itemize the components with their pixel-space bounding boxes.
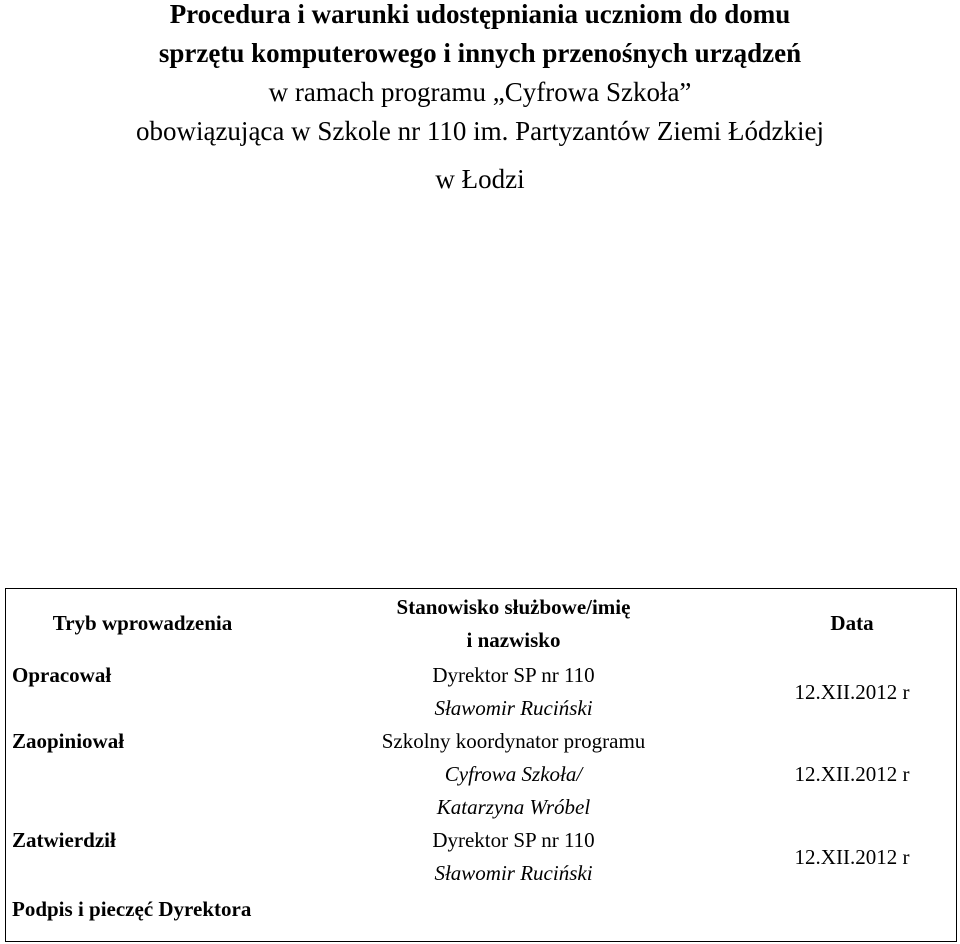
table-row bbox=[5, 659, 957, 725]
row-mode-label: Zaopiniował bbox=[12, 729, 125, 753]
row-person-name: Sławomir Ruciński bbox=[434, 696, 593, 720]
row-program-name: Cyfrowa Szkoła/ bbox=[444, 762, 583, 786]
table-border-left bbox=[5, 588, 6, 942]
table-row bbox=[5, 725, 957, 824]
title-line-5: w Łodzi bbox=[435, 164, 525, 194]
table-border-bottom bbox=[5, 941, 957, 942]
table-row bbox=[5, 824, 957, 890]
approval-table-header bbox=[5, 588, 957, 659]
document-title bbox=[0, 0, 960, 199]
table-border-top bbox=[5, 588, 957, 589]
header-position-line-2: i nazwisko bbox=[466, 627, 561, 652]
title-line-2: sprzętu komputerowego i innych przenośnych urządzeń bbox=[158, 38, 802, 68]
signature-cell bbox=[5, 890, 280, 928]
row-mode-cell bbox=[5, 659, 280, 725]
header-position bbox=[280, 588, 747, 659]
row-person-name: Katarzyna Wróbel bbox=[436, 795, 591, 819]
signature-label: Podpis i pieczęć Dyrektora bbox=[12, 896, 252, 921]
header-position-line-1: Stanowisko służbowe/imię bbox=[396, 594, 631, 619]
row-mode-cell bbox=[5, 725, 280, 824]
approval-table bbox=[5, 588, 957, 928]
title-line-4: obowiązująca w Szkole nr 110 im. Partyzantów Ziemi Łódzkiej bbox=[135, 116, 825, 146]
row-date: 12.XII.2012 r bbox=[794, 844, 910, 869]
signature-date-space bbox=[747, 890, 957, 928]
signature-row bbox=[5, 890, 957, 928]
row-date: 12.XII.2012 r bbox=[794, 679, 910, 704]
row-position-cell bbox=[280, 824, 747, 890]
header-mode: Tryb wprowadzenia bbox=[52, 611, 233, 635]
row-mode-label: Zatwierdził bbox=[12, 828, 116, 852]
row-position-cell bbox=[280, 725, 747, 824]
row-person-name: Sławomir Ruciński bbox=[434, 861, 593, 885]
signature-space bbox=[280, 890, 747, 928]
row-mode-label: Opracował bbox=[12, 663, 112, 687]
table-border-right bbox=[956, 588, 957, 942]
title-line-1: Procedura i warunki udostępniania uczniom do domu bbox=[169, 0, 791, 29]
row-position-title: Szkolny koordynator programu bbox=[381, 729, 646, 753]
header-date: Data bbox=[830, 611, 874, 635]
row-date: 12.XII.2012 r bbox=[794, 762, 910, 786]
row-position-title: Dyrektor SP nr 110 bbox=[432, 828, 595, 852]
row-mode-cell bbox=[5, 824, 280, 890]
row-position-cell bbox=[280, 659, 747, 725]
title-line-3: w ramach programu „Cyfrowa Szkoła” bbox=[268, 77, 692, 107]
row-position-title: Dyrektor SP nr 110 bbox=[432, 663, 595, 687]
